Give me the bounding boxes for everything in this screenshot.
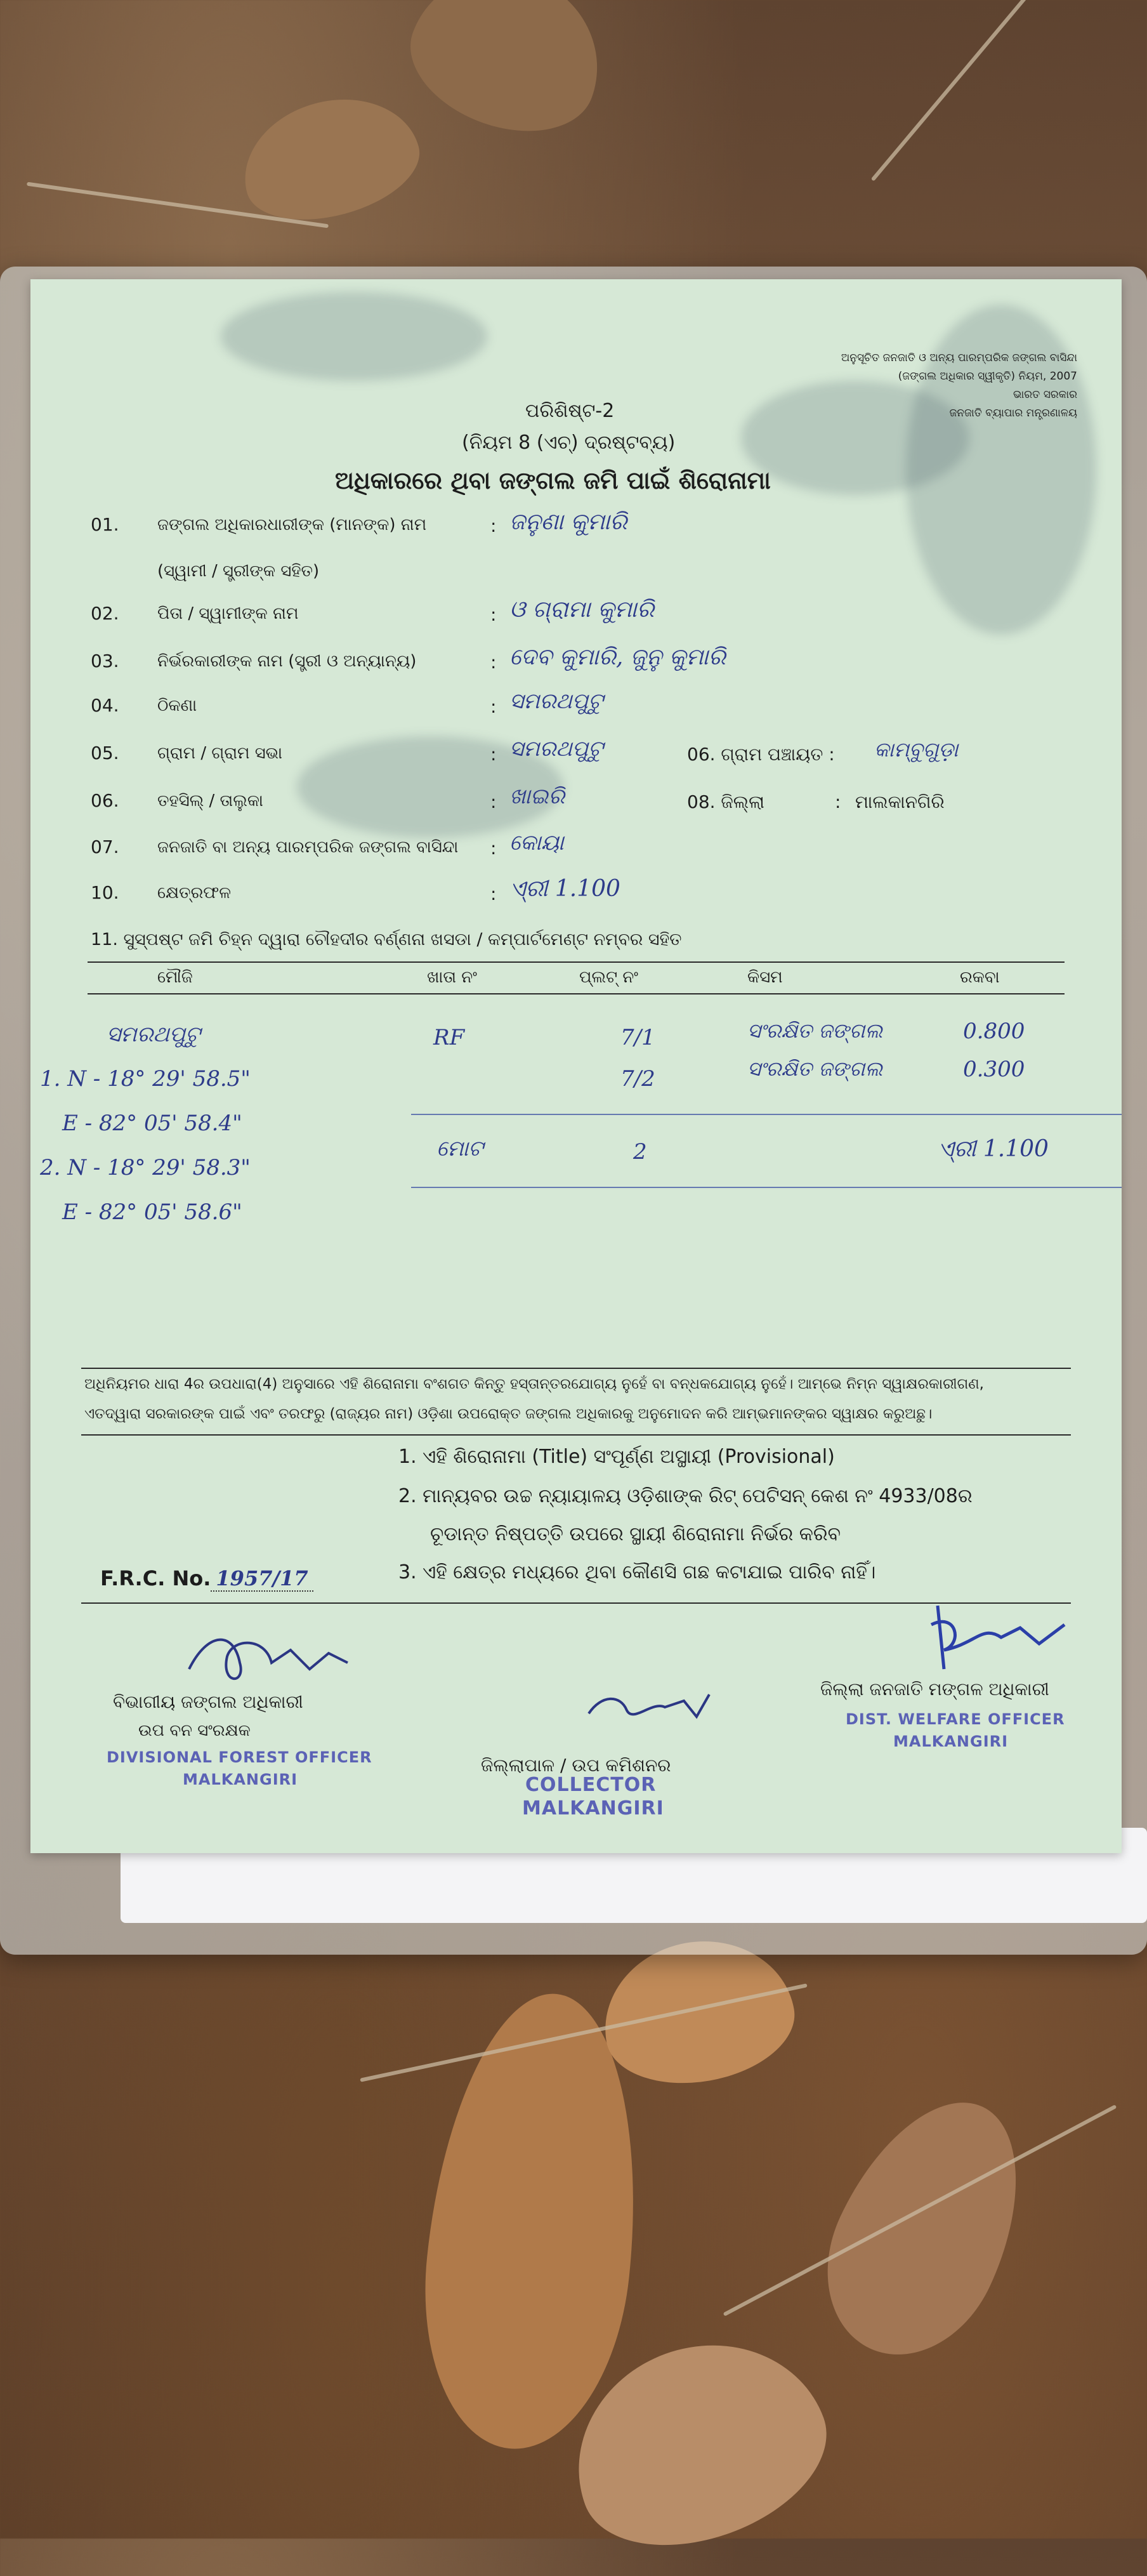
- gps-coordinate: E - 82° 05' 58.4": [62, 1111, 242, 1136]
- plot-value: 7/1: [620, 1025, 655, 1050]
- field-num: 03.: [91, 651, 119, 671]
- field-num: 07.: [91, 836, 119, 857]
- area-row-value: 0.800: [963, 1019, 1025, 1044]
- khata-value: RF: [433, 1025, 465, 1050]
- colon: :: [490, 604, 497, 625]
- field-sub-label: (ସ୍ୱାମୀ / ସ୍ତ୍ରୀଙ୍କ ସହିତ): [157, 562, 320, 581]
- colon: :: [490, 883, 497, 904]
- gps-coordinate: E - 82° 05' 58.6": [62, 1199, 242, 1225]
- item-11-label: 11. ସୁସ୍ପଷ୍ଟ ଜମି ଚିହ୍ନ ଦ୍ୱାରା ଚୌହଦୀର ବର୍ଣ୍ଣନା ଖସଡା / କମ୍ପାର୍ଟମେଣ୍ଟ ନମ୍ବର ସହିତ: [91, 930, 682, 949]
- condition-line: ଚୂଡାନ୍ତ ନିଷ୍ପତ୍ତି ଉପରେ ସ୍ଥାୟୀ ଶିରୋନାମା ନିର୍ଭର କରିବ: [430, 1523, 841, 1545]
- col-header-khata: ଖାତା ନଂ: [427, 968, 477, 987]
- page-title: ଅଧିକାରରେ ଥିବା ଜଙ୍ଗଲ ଜମି ପାଇଁ ଶିରୋନାମା: [335, 466, 771, 494]
- field-num: 06.: [91, 790, 119, 811]
- field-num: 02.: [91, 603, 119, 624]
- field-num: 01.: [91, 514, 119, 535]
- col-header-plot: ପ୍ଲଟ୍ ନଂ: [579, 968, 638, 987]
- dependents-names: ଦେବ କୁମାରି, ଜୁନୁ କୁମାରି: [509, 644, 726, 670]
- declaration-text: ଅଧିନିୟମର ଧାରା 4ର ଉପଧାରା(4) ଅନୁସାରେ ଏହି ଶିରୋନାମା ବଂଶଗତ କିନ୍ତୁ ହସ୍ତାନ୍ତରଯୋଗ୍ୟ ନୁହେଁ ବା ବନ୍ଧକଯୋଗ୍ୟ ନୁହେଁ। ଆମ୍ଭେ ନିମ୍ନ ସ୍ୱାକ୍ଷରକାରୀଗଣ,: [84, 1376, 984, 1392]
- colon: :: [490, 652, 497, 673]
- gps-coordinate: 2. N - 18° 29' 58.3": [40, 1155, 251, 1180]
- tribe-value: କୋୟା: [509, 830, 564, 855]
- district-label: 08. ଜିଲ୍ଲା: [687, 791, 765, 812]
- annex-label: ପରିଶିଷ୍ଟ-2: [525, 400, 615, 422]
- kisam-value: ସଂରକ୍ଷିତ ଜଙ୍ଗଲ: [747, 1057, 883, 1081]
- dfo-title: ବିଭାଗୀୟ ଜଙ୍ଗଲ ଅଧିକାରୀ: [113, 1691, 303, 1712]
- total-area: ଏ୍ରୀ 1.100: [938, 1136, 1049, 1162]
- tehsil-value: ଖାଇରି: [509, 784, 565, 809]
- colon: :: [490, 744, 497, 765]
- subtotal-rule: [411, 1114, 1122, 1115]
- field-label: ଜଙ୍ଗଲ ଅଧିକାରଧାରୀଙ୍କ (ମାନଙ୍କ) ନାମ: [157, 515, 427, 534]
- ministry-line: (ଜଙ୍ଗଲ ଅଧିକାର ସ୍ୱୀକୃତି) ନିୟମ, 2007: [898, 370, 1077, 383]
- dfo-stamp-place: MALKANGIRI: [183, 1771, 298, 1788]
- mouza-value: ସମରଥପୁଟୁ: [107, 1022, 200, 1047]
- father-name: ଓ ଗ୍ରାମା କୁମାରି: [509, 597, 655, 623]
- area-row-value: 0.300: [963, 1057, 1025, 1082]
- rule-reference: (ନିୟମ 8 (ଏଚ୍) ଦ୍ରଷ୍ଟବ୍ୟ): [462, 432, 676, 454]
- leaf-shadow: [221, 292, 487, 381]
- field-label: ନିର୍ଭରକାରୀଙ୍କ ନାମ (ସ୍ତ୍ରୀ ଓ ଅନ୍ୟାନ୍ୟ): [157, 652, 417, 671]
- colon: :: [490, 791, 497, 812]
- area-value: ଏ୍ରୀ 1.100: [509, 876, 620, 902]
- ministry-line: ଅନୁସୂଚିତ ଜନଜାତି ଓ ଅନ୍ୟ ପାରମ୍ପରିକ ଜଙ୍ଗଲ ବାସିନ୍ଦା: [841, 352, 1077, 364]
- field-label: ଜନଜାତି ବା ଅନ୍ୟ ପାରମ୍ପରିକ ଜଙ୍ଗଲ ବାସିନ୍ଦା: [157, 838, 459, 857]
- kisam-value: ସଂରକ୍ଷିତ ଜଙ୍ଗଲ: [747, 1019, 883, 1043]
- gram-panchayat-label: 06. ଗ୍ରାମ ପଞ୍ଚାୟତ :: [687, 744, 835, 765]
- ministry-header: [841, 349, 1077, 423]
- dfo-subtitle: ଉପ ବନ ସଂରକ୍ଷକ: [138, 1721, 251, 1740]
- dfo-signature: [183, 1625, 386, 1694]
- colon: :: [835, 791, 841, 812]
- gram-panchayat-value: କାମ୍ବୁଗୁଡ଼ା: [874, 737, 959, 762]
- title-certificate: [30, 279, 1122, 1853]
- dry-leaf: [392, 0, 623, 155]
- total-rule: [411, 1187, 1122, 1188]
- condition-line: 3. ଏହି କ୍ଷେତ୍ର ମଧ୍ୟରେ ଥିବା କୌଣସି ଗଛ କଟାଯାଇ ପାରିବ ନାହିଁ।: [398, 1561, 876, 1583]
- twig: [871, 0, 1045, 182]
- ministry-line: ଜନଜାତି ବ୍ୟାପାର ମନ୍ତ୍ରଣାଳୟ: [949, 407, 1077, 419]
- dwo-signature: [919, 1599, 1084, 1688]
- field-num: 10.: [91, 882, 119, 903]
- total-label: ମୋଟ: [436, 1136, 483, 1161]
- frc-value: 1957/17: [211, 1566, 313, 1592]
- field-label: ତହସିଲ୍ / ତାଲୁକା: [157, 791, 263, 810]
- condition-line: 2. ମାନ୍ୟବର ଉଚ୍ଚ ନ୍ୟାୟାଳୟ ଓଡ଼ିଶାଙ୍କ ରିଟ୍ ପେଟିସନ୍ କେଶ ନଂ 4933/08ର: [398, 1485, 973, 1507]
- colon: :: [490, 696, 497, 717]
- dwo-title: ଜିଲ୍ଲା ଜନଜାତି ମଙ୍ଗଳ ଅଧିକାରୀ: [820, 1679, 1049, 1700]
- dfo-stamp: DIVISIONAL FOREST OFFICER: [107, 1748, 372, 1766]
- col-header-kisam: କିସମ: [747, 968, 783, 987]
- dwo-stamp: DIST. WELFARE OFFICER: [846, 1710, 1065, 1728]
- declaration-top-rule: [81, 1368, 1071, 1369]
- dwo-stamp-place: MALKANGIRI: [893, 1733, 1009, 1750]
- collector-stamp: COLLECTOR: [525, 1774, 657, 1796]
- colon: :: [490, 515, 497, 536]
- dry-leaf: [229, 81, 430, 237]
- holder-name: ଜନୁଣା କୁମାରି: [509, 509, 627, 535]
- collector-signature: [582, 1682, 722, 1733]
- collector-stamp-place: MALKANGIRI: [522, 1797, 664, 1820]
- frc-label: F.R.C. No.: [100, 1566, 211, 1590]
- address-value: ସମରଥପୁଟୁ: [509, 689, 603, 714]
- field-label: ଠିକଣା: [157, 696, 197, 715]
- frc-number: [100, 1566, 313, 1590]
- district-value: ମାଲକାନଗିରି: [855, 791, 945, 812]
- col-header-area: ରକବା: [960, 968, 1000, 987]
- collector-title: ଜିଲ୍ଲାପାଳ / ଉପ କମିଶନର: [481, 1755, 671, 1776]
- colon: :: [490, 838, 497, 859]
- table-header-rule: [88, 993, 1065, 994]
- field-num: 05.: [91, 743, 119, 763]
- declaration-text: ଏତଦ୍ୱାରା ସରକାରଙ୍କ ପାଇଁ ଏବଂ ତରଫରୁ (ରାଜ୍ୟର ନାମ) ଓଡ଼ିଶା ଉପରୋକ୍ତ ଜଙ୍ଗଲ ଅଧିକାରକୁ ଅନୁମୋଦନ କରି ଆମ୍ଭମାନଙ୍କର ସ୍ୱାକ୍ଷର କରୁଅଛୁ।: [84, 1406, 933, 1422]
- table-top-rule: [88, 961, 1065, 963]
- total-plots: 2: [633, 1139, 647, 1165]
- village-value: ସମରଥପୁଟୁ: [509, 736, 603, 762]
- col-header-mouza: ମୌଜି: [157, 968, 193, 987]
- field-label: ଗ୍ରାମ / ଗ୍ରାମ ସଭା: [157, 744, 283, 763]
- condition-line: 1. ଏହି ଶିରୋନାମା (Title) ସଂପୂର୍ଣ୍ଣ ଅସ୍ଥାୟୀ (Provisional): [398, 1446, 835, 1468]
- dry-leaf: [795, 2072, 1057, 2384]
- field-label: କ୍ଷେତ୍ରଫଳ: [157, 883, 232, 902]
- ministry-line: ଭାରତ ସରକାର: [1013, 388, 1077, 401]
- plot-value: 7/2: [620, 1066, 655, 1092]
- field-label: ପିତା / ସ୍ୱାମୀଙ୍କ ନାମ: [157, 604, 299, 623]
- gps-coordinate: 1. N - 18° 29' 58.5": [40, 1066, 251, 1092]
- declaration-bottom-rule: [81, 1434, 1071, 1436]
- field-num: 04.: [91, 695, 119, 716]
